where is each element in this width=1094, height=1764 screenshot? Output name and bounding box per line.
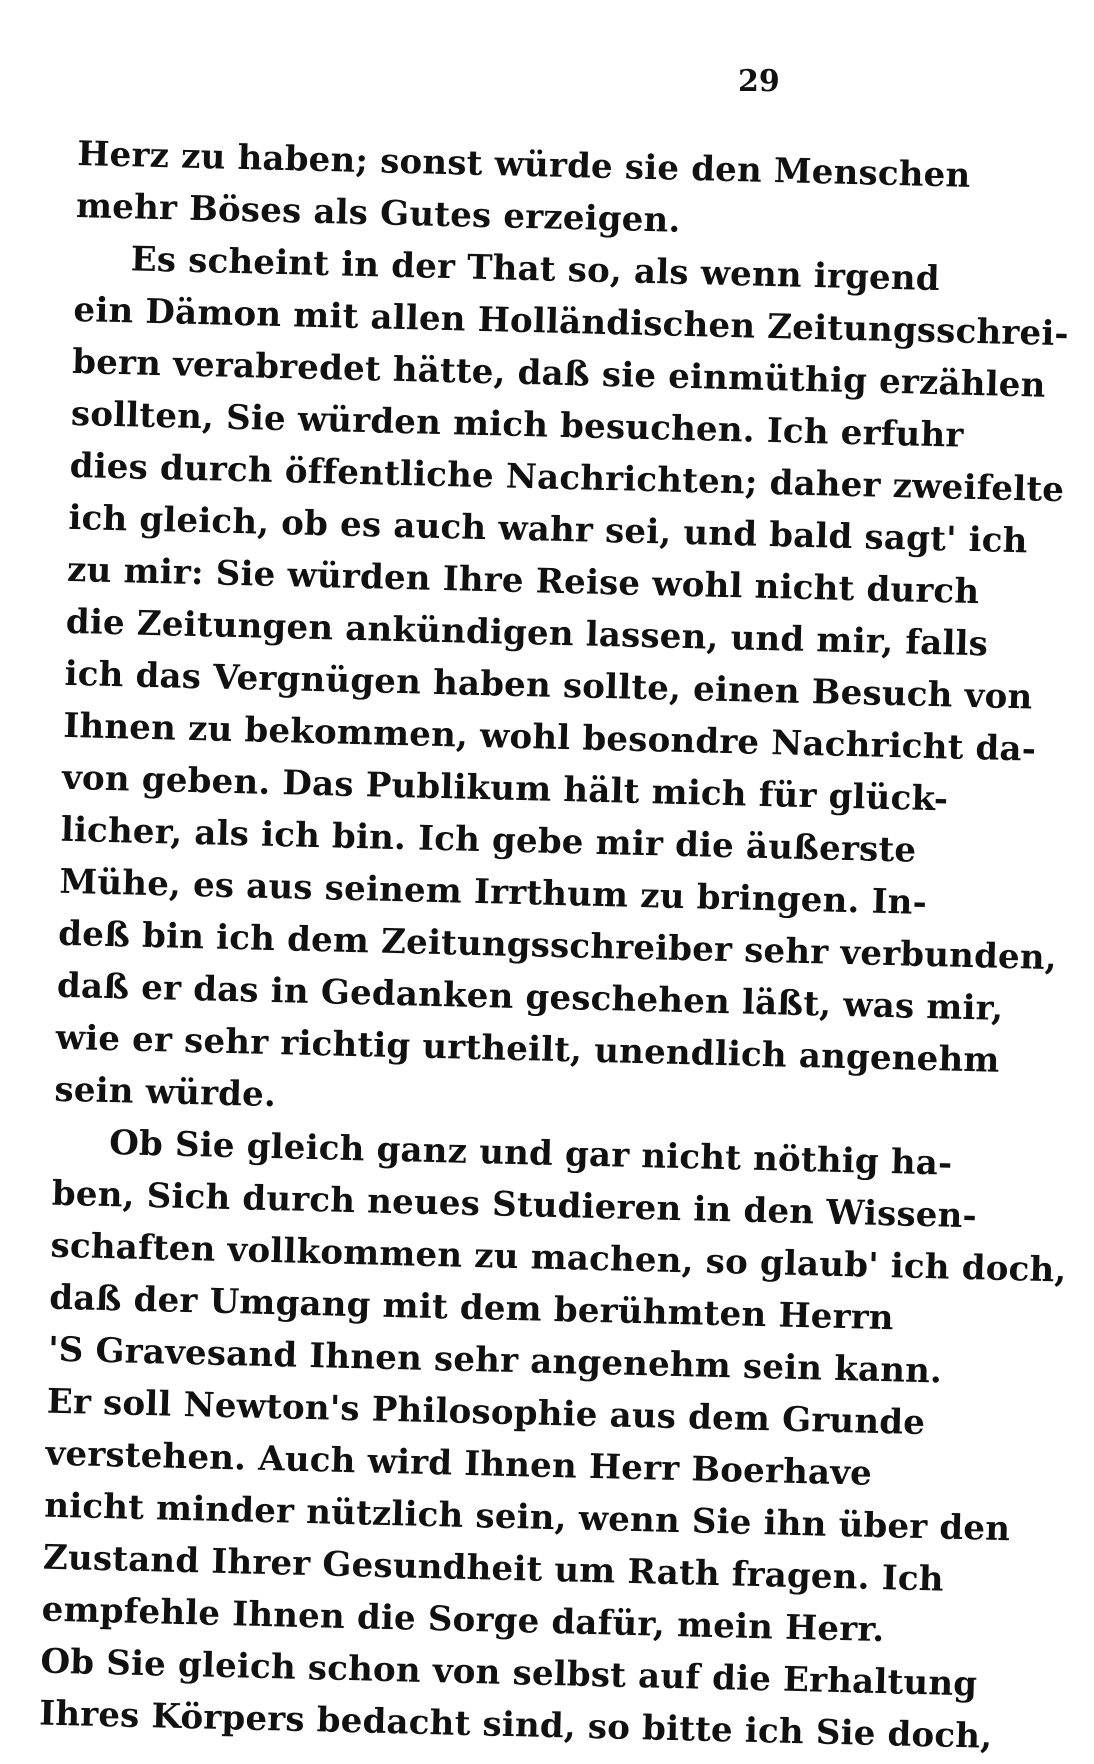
text-line: mehr Böses als Gutes erzeigen. [75, 185, 682, 241]
text-line: daß der Umgang mit dem berühmten Herrn [48, 1277, 895, 1339]
text-line: Ob Sie gleich schon von selbst auf die Erhaltung [40, 1641, 978, 1705]
text-line: verstehen. Auch wird Ihnen Herr Boerhave [45, 1433, 873, 1494]
page-number: 29 [738, 64, 780, 99]
text-line: Er soll Newton's Philosophie aus dem Grunde [46, 1381, 926, 1444]
text-line: licher, als ich bin. Ich gebe mir die äußerste [60, 809, 917, 871]
text-line: Mühe, es aus seinem Irrthum zu bringen. In- [59, 861, 928, 923]
text-line: Herz zu haben; sonst würde sie den Menschen [76, 133, 971, 196]
text-line: 'S Gravesand Ihnen sehr angenehm sein kann. [47, 1329, 943, 1392]
text-line: ich gleich, ob es auch wahr sei, und bald sagt' ich [67, 497, 1029, 562]
text-line: wie er sehr richtig urtheilt, unendlich angenehm [55, 1017, 1001, 1081]
text-line: ben, Sich durch neues Studieren in den Wissen- [51, 1173, 978, 1237]
text-line: daß er das in Gedanken geschehen läßt, was mir, [56, 965, 1004, 1029]
text-line: ein Dämon mit allen Holländischen Zeitungsschrei- [73, 289, 1070, 355]
text-line: die Zeitungen ankündigen lassen, und mir, falls [65, 601, 989, 665]
text-line: sollten, Sie würden mich besuchen. Ich erfuhr [70, 393, 964, 456]
text-line: nicht minder nützlich sein, wenn Sie ihn über den [43, 1485, 1011, 1550]
text-line: empfehle Ihnen die Sorge dafür, mein Herr. [41, 1589, 885, 1651]
text-line: ich das Vergnügen haben sollte, einen Besuch von [64, 653, 1033, 718]
paragraph-start-line: Es scheint in der That so, als wenn irgend [130, 239, 941, 300]
text-line: Ihres Körpers bedacht sind, so bitte ich Sie doch, [38, 1693, 993, 1757]
text-line: bern verabredet hätte, daß sie einmüthig erzählen [71, 341, 1047, 406]
text-line: Zustand Ihrer Gesundheit um Rath fragen. Ich [42, 1537, 945, 1600]
paragraph-start-line: Ob Sie gleich ganz und gar nicht nöthig ha- [108, 1123, 953, 1184]
text-line: deß bin ich dem Zeitungsschreiber sehr verbunden, [57, 913, 1058, 979]
text-line: sein würde. [54, 1069, 277, 1116]
text-line: von geben. Das Publikum hält mich für glück- [61, 757, 949, 820]
text-line: dies durch öffentliche Nachrichten; daher zweifelte [69, 445, 1065, 511]
body-text [38, 128, 1070, 1758]
text-line: schaften vollkommen zu machen, so glaub' ich doch, [50, 1225, 1067, 1291]
text-line: Ihnen zu bekommen, wohl besondre Nachricht da- [62, 705, 1037, 770]
text-line: zu mir: Sie würden Ihre Reise wohl nicht durch [66, 549, 980, 613]
